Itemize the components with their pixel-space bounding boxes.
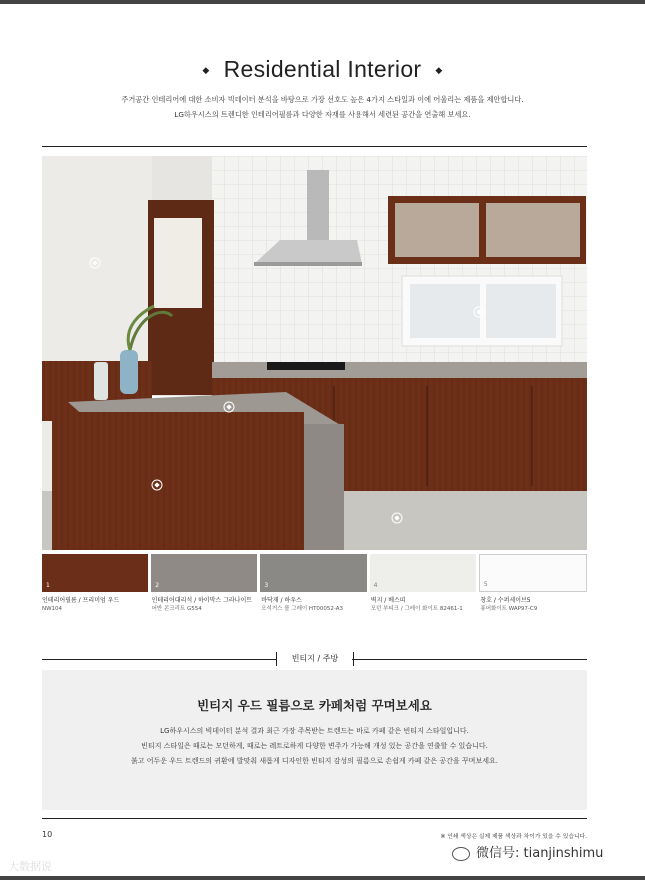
panel-line-2: 빈티지 스타일은 때로는 모던하게, 때로는 레트로하게 다양한 변주가 가능해 개성 있는 공간을 연출할 수 있습니다. <box>141 742 488 750</box>
swatch-code: 오석거스 몰 그레이 HT00052-A3 <box>261 606 344 612</box>
swatch-wallpaper <box>370 554 476 592</box>
swatch-name: 벽지 / 베스띠 <box>370 597 406 604</box>
swatch-label <box>42 596 149 614</box>
swatch-name: 바닥재 / 하우스 <box>261 597 302 604</box>
swatch-label <box>371 596 478 614</box>
product-marker-4[interactable] <box>474 307 485 318</box>
swatch-name: 인테리어필름 / 프리미엄 우드 <box>42 597 120 604</box>
category-rule-left <box>42 659 276 660</box>
top-border <box>0 0 645 4</box>
swatch-labels <box>42 596 587 614</box>
swatch-number: 4 <box>373 582 378 589</box>
kitchen-illustration <box>42 156 587 550</box>
swatch-wood <box>42 554 148 592</box>
panel-line-1: LG하우시스의 빅데이터 분석 결과 최근 가장 주목받는 트렌드는 바로 카페 같은 빈티지 스타일입니다. <box>160 727 469 735</box>
swatch-name: 인테리어대리석 / 하이막스 그라나이트 <box>151 597 253 604</box>
swatch-name: 창호 / 수퍼세이브5 <box>480 597 531 604</box>
swatch-code: NW104 <box>42 606 63 612</box>
product-marker-1[interactable] <box>90 258 101 269</box>
swatch-code: 어반 콘크리트 G554 <box>151 606 202 612</box>
swatch-code: 모던 부티크 / 그레이 화이트 82461-1 <box>370 606 463 612</box>
product-marker-2[interactable] <box>224 402 235 413</box>
kitchen-photo <box>42 156 587 550</box>
subtitle-line-1: 주거공간 인테리어에 대한 소비자 빅데이터 분석을 바탕으로 가장 선호도 높은 4가지 스타일과 이에 어울리는 제품을 제안합니다. <box>121 95 524 104</box>
swatch-floor <box>260 554 366 592</box>
swatch-code: 퓨어화이트 WAP97-C9 <box>480 606 538 612</box>
swatch-number: 2 <box>155 582 160 589</box>
swatch-label <box>480 596 587 614</box>
watermark-text: 微信号: tianjinshimu <box>476 846 604 861</box>
product-marker-5[interactable] <box>392 513 403 524</box>
swatch-marble <box>151 554 257 592</box>
bullet-icon: ◆ <box>435 65 443 76</box>
subtitle-line-2: LG하우시스의 트렌디한 인테리어필름과 다양한 자재를 사용해서 세련된 공간을 연출해 보세요. <box>174 110 471 119</box>
swatch-row <box>42 554 587 592</box>
wechat-icon <box>452 847 470 861</box>
watermark-left: 大数据说 <box>8 860 52 873</box>
panel-heading: 빈티지 우드 필름으로 카페처럼 꾸며보세요 <box>197 698 432 713</box>
swatch-label <box>261 596 368 614</box>
panel-line-3: 붉고 어두운 우드 트렌드의 귀환에 발맞춰 새롭게 디자인한 빈티지 감성의 필름으로 손쉽게 카페 같은 공간을 꾸며보세요. <box>131 757 498 765</box>
description-panel <box>42 670 587 810</box>
watermark-right <box>452 842 603 861</box>
title-text: Residential Interior <box>223 56 422 82</box>
page-number: 10 <box>42 830 53 839</box>
swatch-label <box>152 596 259 614</box>
page-title <box>0 56 645 83</box>
bottom-border <box>0 876 645 880</box>
swatch-number: 5 <box>483 581 488 588</box>
category-label: 빈티지 / 주방 <box>276 652 354 666</box>
divider <box>42 146 587 147</box>
swatch-number: 3 <box>264 582 269 589</box>
bullet-icon: ◆ <box>202 65 210 76</box>
print-note: ※ 인쇄 색상은 실제 제품 색상과 차이가 있을 수 있습니다. <box>440 834 587 840</box>
swatch-number: 1 <box>46 582 50 589</box>
swatch-window <box>479 554 587 592</box>
product-marker-3[interactable] <box>152 480 163 491</box>
category-rule-right <box>352 659 587 660</box>
footer-divider <box>42 818 587 819</box>
